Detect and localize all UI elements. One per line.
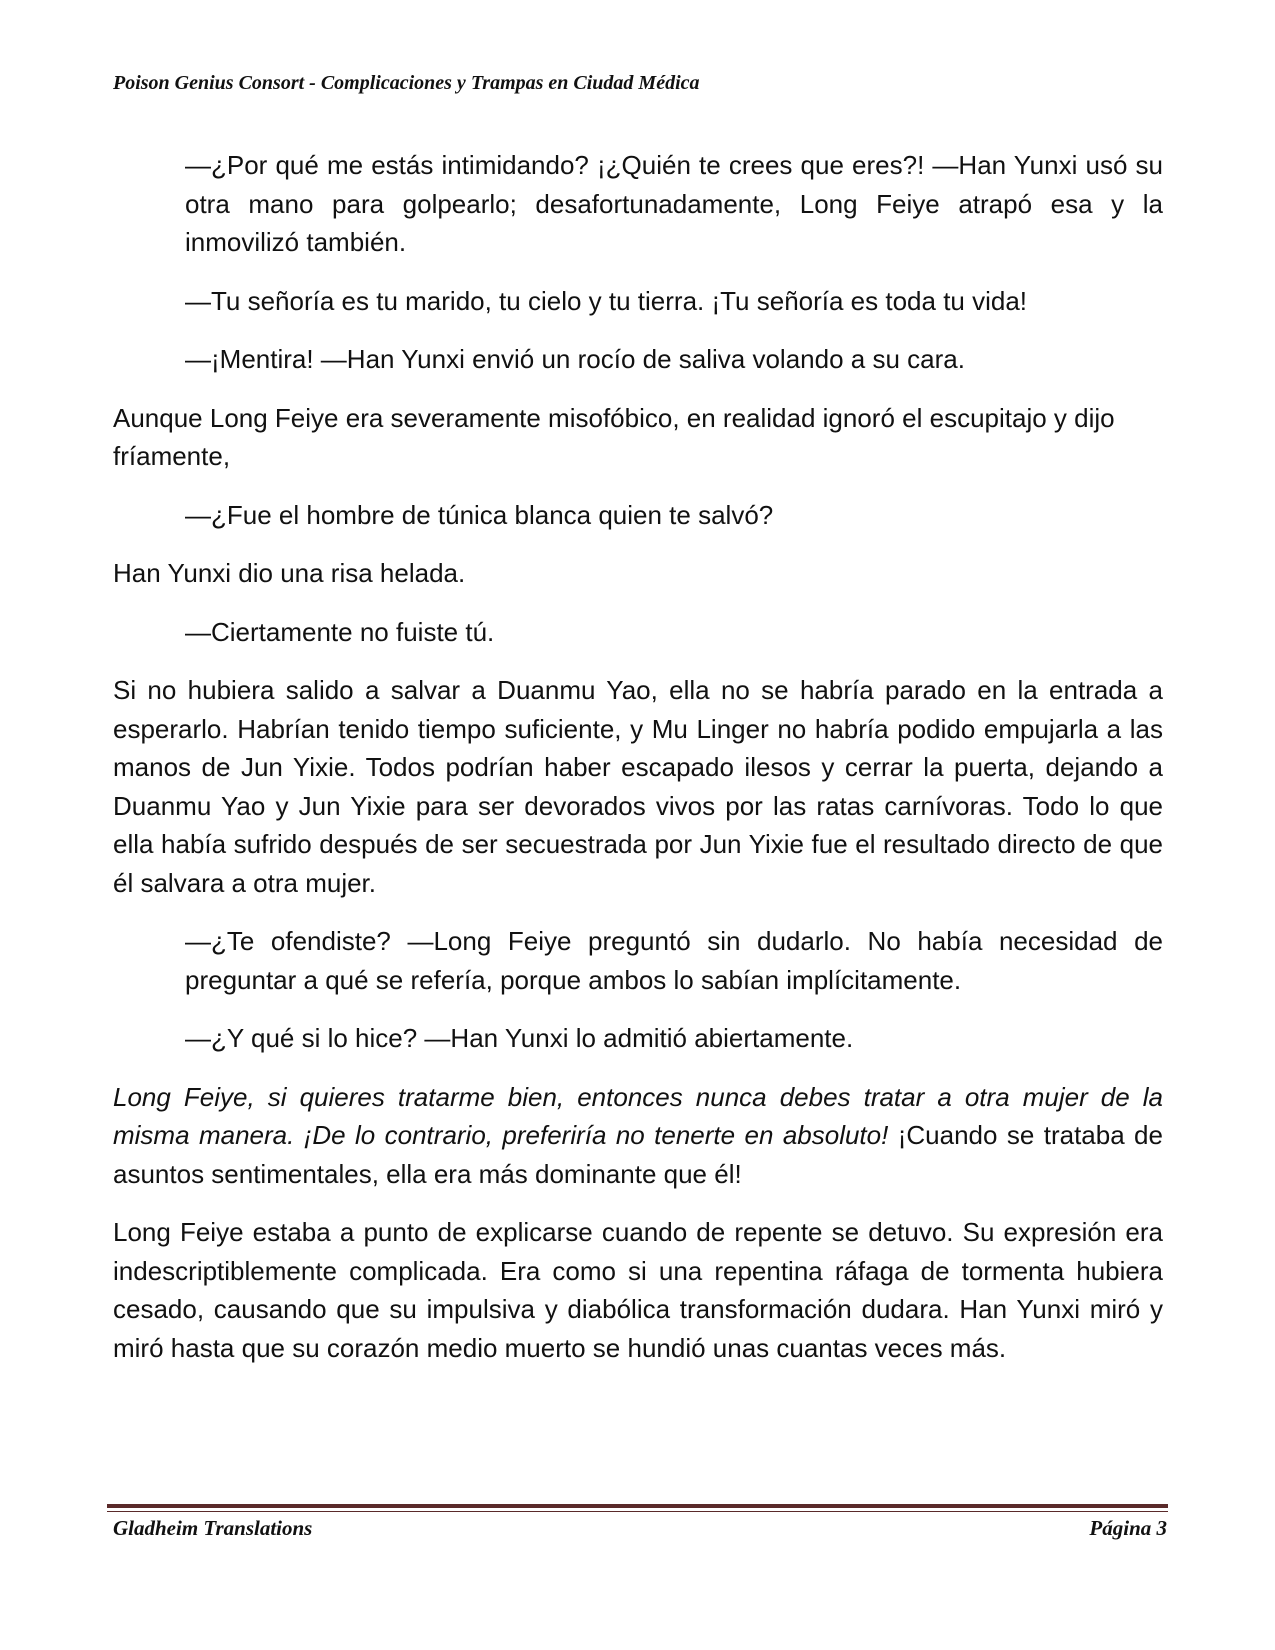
paragraph: —¿Fue el hombre de túnica blanca quien te salvó? (185, 499, 774, 530)
footer-divider (107, 1504, 1168, 1512)
running-header: Poison Genius Consort - Complicaciones y Trampas en Ciudad Médica (113, 72, 700, 94)
footer-page-number: Página 3 (1089, 1516, 1167, 1540)
paragraph: —¿Por qué me estás intimidando? ¡¿Quién te crees que eres?! —Han Yunxi usó su otra mano para golpearlo; desafortunadamente, Long Feiye atrapó esa y la inmovilizó también. (185, 150, 1163, 257)
paragraph-text: ¡Cuando se trataba de asuntos sentimentales, ella era más dominante que él! (113, 1120, 1163, 1189)
paragraph: —Ciertamente no fuiste tú. (185, 616, 495, 647)
paragraph: —¡Mentira! —Han Yunxi envió un rocío de saliva volando a su cara. (185, 344, 965, 374)
paragraph: —¿Y qué si lo hice? —Han Yunxi lo admitió abiertamente. (185, 1023, 854, 1053)
italic-thought: Long Feiye, si quieres tratarme bien, entonces nunca debes tratar a otra mujer de la misma manera. ¡De lo contrario, preferiría no tenerte en absoluto! (113, 1081, 1163, 1150)
paragraph: Han Yunxi dio una risa helada. (113, 558, 466, 588)
footer-publisher: Gladheim Translations (113, 1516, 313, 1540)
page-body (113, 146, 1163, 1387)
paragraph: Long Feiye estaba a punto de explicarse cuando de repente se detuvo. Su expresión era indescriptiblemente complicada. Era como si una repentina ráfaga de tormenta hubiera cesado, causando que su impulsiva y diabólica transformación dudara. Han Yunxi miró y miró hasta que su corazón medio muerto se hundió unas cuantas veces más. (113, 1217, 1163, 1363)
paragraph: Si no hubiera salido a salvar a Duanmu Yao, ella no se habría parado en la entrada a esperarlo. Habrían tenido tiempo suficiente, y Mu Linger no habría podido empujarla a las manos de Jun Yixie. Todos podrían haber escapado ilesos y cerrar la puerta, dejando a Duanmu Yao y Jun Yixie para ser devorados vivos por las ratas carnívoras. Todo lo que ella había sufrido después de ser secuestrada por Jun Yixie fue el resultado directo de que él salvara a otra mujer. (113, 675, 1163, 898)
paragraph: Aunque Long Feiye era severamente misofóbico, en realidad ignoró el escupitajo y dijo fríamente, (113, 402, 1115, 471)
paragraph-mixed (113, 1078, 1163, 1194)
paragraph: —Tu señoría es tu marido, tu cielo y tu tierra. ¡Tu señoría es toda tu vida! (185, 285, 1028, 316)
paragraph: —¿Te ofendiste? —Long Feiye preguntó sin dudarlo. No había necesidad de preguntar a qué se refería, porque ambos lo sabían implícitamente. (185, 926, 1163, 995)
